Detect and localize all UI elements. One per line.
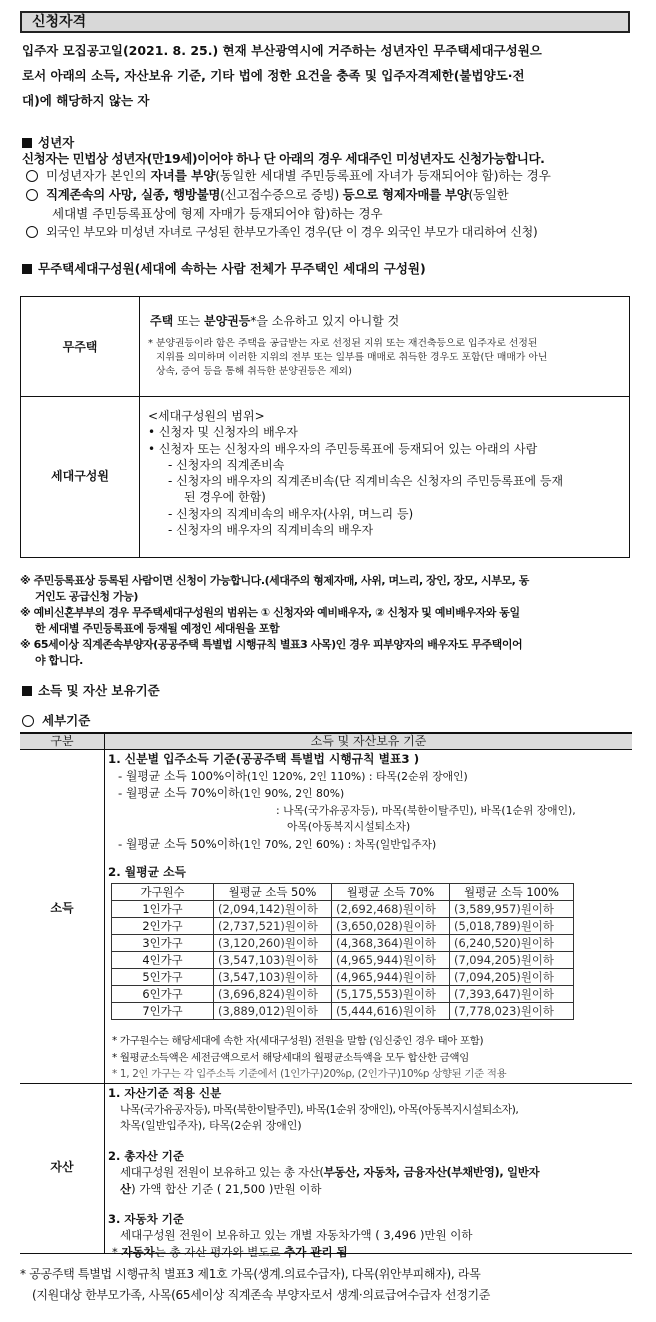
income-value-cell: (4,368,364)원이하 (332, 935, 450, 952)
income-value-cell: (3,547,103)원이하 (214, 969, 332, 986)
asset-criteria: 1. 자산기준 적용 신분 나목(국가유공자등), 마목(북한이탈주민), 바목(1순위 장애인), 아목(아동복지시설퇴소자), 차목(일반입주자), 타목(2순위 장애인) 2. 총자산 기준 세대구성원 전원이 보유하고 있는 총 자산(부동산, 자동차, 금융자산(부채반영), 일반자 산) 가액 합산 기준 ( 21,500 )만원 이하 3. 자동차 기준 세대구성원 전원이 보유하고 있는 개별 자동차가액 ( 3,496 )만원 이하 * 자동차는 총 자산 평가와 별도로 추가 관리 됨 (108, 1086, 540, 1259)
square-bullet-icon (22, 138, 32, 148)
range-line: • 신청자 및 신청자의 배우자 (148, 425, 298, 440)
range-line: • 신청자 또는 신청자의 배우자의 주민등록표에 등재되어 있는 아래의 사람 (148, 441, 538, 456)
income-line: - 월평균 소득 50%이하(1인 70%, 2인 60%) : 차목(일반입주자) (118, 836, 437, 851)
household-size-cell: 1인가구 (112, 901, 214, 918)
adult-item-2-cont: 세대별 주민등록표상에 형제 자매가 등재되어야 함)하는 경우 (52, 206, 383, 221)
no-house-condition: 주택 또는 분양권등*을 소유하고 있지 아니할 것 (150, 314, 400, 328)
range-line: 된 경우에 한함) (184, 490, 266, 505)
table-divider (20, 396, 630, 397)
income-line: - 월평균 소득 70%이하(1인 90%, 2인 80%) (118, 786, 345, 800)
income-label: 소득 (50, 901, 74, 915)
household-size-cell: 7인가구 (112, 1003, 214, 1020)
range-line: <세대구성원의 범위> (148, 409, 265, 423)
income-value-cell: (2,692,468)원이하 (332, 901, 450, 918)
intro-line: 입주자 모집공고일(2021. 8. 25.) 현재 부산광역시에 거주하는 성년자인 무주택세대구성원으 (22, 43, 542, 58)
footer-note: * 공공주택 특별법 시행규칙 별표3 제1호 가목(생계.의료수급자), 다목(위안부피해자), 라목 (지원대상 한부모가족, 사목(65세이상 직계존속 부양자로서 생계·의료급여수급자 선정기준 (20, 1267, 491, 1302)
section-title: 신청자격 (20, 11, 630, 33)
table-divider (104, 734, 105, 1254)
adult-heading: 성년자 (22, 133, 74, 151)
table-row (112, 986, 574, 1003)
table-row (112, 952, 574, 969)
circle-bullet-icon (26, 226, 38, 238)
circle-bullet-icon (26, 189, 38, 201)
square-bullet-icon (22, 686, 32, 696)
income-value-cell: (3,547,103)원이하 (214, 952, 332, 969)
household-size-cell: 4인가구 (112, 952, 214, 969)
household-size-cell: 2인가구 (112, 918, 214, 935)
no-house-note: * 분양권등이라 함은 주택을 공급받는 자로 선정된 지위 또는 재건축등으로 입주자로 선정된 지위를 의미하며 이러한 지위의 전부 또는 일부를 매매로 취득한 경우도 포함(단 매매가 아닌 상속, 증여 등을 통해 취득한 분양권등은 제외) (148, 338, 548, 377)
household-size-cell: 5인가구 (112, 969, 214, 986)
table-row (112, 1003, 574, 1020)
income-line: 아목(아동복지시설퇴소자) (287, 820, 411, 833)
range-line: - 신청자의 배우자의 직계존비속(단 직계비속은 신청자의 주민등록표에 등재 (168, 474, 564, 489)
income-table-header-row (112, 884, 574, 901)
income-value-cell: (3,889,012)원이하 (214, 1003, 332, 1020)
adult-item-2: 직계존속의 사망, 실종, 행방불명(신고접수증으로 증빙) 등으로 형제자매를 부양(동일한 (26, 186, 641, 203)
household-size-cell: 6인가구 (112, 986, 214, 1003)
income-value-cell: (5,175,553)원이하 (332, 986, 450, 1003)
income-value-cell: (4,965,944)원이하 (332, 969, 450, 986)
table-row (112, 969, 574, 986)
table-row (112, 918, 574, 935)
circle-bullet-icon (22, 715, 34, 727)
table-divider (20, 1083, 632, 1084)
income-line: - 월평균 소득 100%이하(1인 120%, 2인 110%) : 타목(2순위 장애인) (118, 768, 468, 783)
intro-line: 대)에 해당하지 않는 자 (22, 93, 150, 108)
income-value-cell: (5,018,789)원이하 (450, 918, 574, 935)
circle-bullet-icon (26, 170, 38, 182)
income-table (111, 883, 574, 1020)
income-value-cell: (7,393,647)원이하 (450, 986, 574, 1003)
income-value-cell: (3,120,260)원이하 (214, 935, 332, 952)
income-table-header: 월평균 소득 70% (332, 884, 450, 901)
income-table-header: 월평균 소득 50% (214, 884, 332, 901)
adult-item-3: 외국인 부모와 미성년 자녀로 구성된 한부모가족인 경우(단 이 경우 외국인 부모가 대리하여 신청) (26, 224, 646, 241)
criteria-sub-heading: 세부기준 (22, 711, 90, 729)
income-line: : 나목(국가유공자등), 마목(북한이탈주민), 바목(1순위 장애인), (276, 803, 576, 817)
range-line: - 신청자의 직계비속의 배우자(사위, 며느리 등) (168, 506, 414, 521)
notes: ※ 주민등록표상 등록된 사람이면 신청이 가능합니다.(세대주의 형제자매, 사위, 며느리, 장인, 장모, 시부모, 동 거인도 공급신청 가능) ※ 예비신혼부부의 경우 무주택세대구성원의 범위는 ① 신청자와 예비배우자, ② 신청자 및 예비배우자와 동일 한 세대별 주민등록표에 등재될 예정인 세대원을 포함 ※ 65세이상 직계존속부양자(공공주택 특별법 시행규칙 별표3 사목)인 경우 피부양자의 배우자도 무주택이어 야 합니다. (20, 574, 529, 667)
income-value-cell: (5,444,616)원이하 (332, 1003, 450, 1020)
income-value-cell: (6,240,520)원이하 (450, 935, 574, 952)
income-value-cell: (2,737,521)원이하 (214, 918, 332, 935)
col-header-category: 구분 (50, 734, 74, 748)
income-table-notes: * 가구원수는 해당세대에 속한 자(세대구성원) 전원을 말함 (임신중인 경우 태아 포함) * 월평균소득액은 세전금액으로서 해당세대의 월평균소득액을 모두 합산한 금액임 * 1, 2인 가구는 각 입주소득 기준에서 (1인가구)20%p, (2인가구)10%p 상향된 기준 적용 (112, 1035, 507, 1080)
adult-item-1: 미성년자가 본인의 자녀를 부양(동일한 세대별 주민등록표에 자녀가 등재되어야 함)하는 경우 (26, 167, 636, 184)
income-table-title: 2. 월평균 소득 (108, 865, 186, 879)
row-label-household-member: 세대구성원 (51, 469, 109, 483)
income-value-cell: (2,094,142)원이하 (214, 901, 332, 918)
income-value-cell: (7,778,023)원이하 (450, 1003, 574, 1020)
income-title: 1. 신분별 입주소득 기준(공공주택 특별법 시행규칙 별표3 ) (108, 752, 420, 766)
criteria-heading: 소득 및 자산 보유기준 (22, 681, 160, 699)
col-header-criteria: 소득 및 자산보유 기준 (310, 734, 427, 748)
asset-label: 자산 (50, 1160, 74, 1174)
income-value-cell: (3,589,957)원이하 (450, 901, 574, 918)
income-value-cell: (3,650,028)원이하 (332, 918, 450, 935)
intro-line: 로서 아래의 소득, 자산보유 기준, 기타 법에 정한 요건을 충족 및 입주자격제한(불법양도·전 (22, 68, 525, 83)
table-row (112, 901, 574, 918)
range-line: - 신청자의 배우자의 직계비속의 배우자 (168, 523, 374, 538)
household-heading: 무주택세대구성원(세대에 속하는 사람 전체가 무주택인 세대의 구성원) (22, 259, 426, 277)
income-criteria (108, 751, 628, 853)
household-size-cell: 3인가구 (112, 935, 214, 952)
intro-paragraph (22, 38, 636, 113)
income-value-cell: (3,696,824)원이하 (214, 986, 332, 1003)
table-divider (139, 296, 140, 558)
household-member-range (148, 408, 626, 538)
square-bullet-icon (22, 264, 32, 274)
income-value-cell: (7,094,205)원이하 (450, 969, 574, 986)
income-value-cell: (7,094,205)원이하 (450, 952, 574, 969)
income-value-cell: (4,965,944)원이하 (332, 952, 450, 969)
income-table-header: 월평균 소득 100% (450, 884, 574, 901)
range-line: - 신청자의 직계존비속 (168, 457, 285, 472)
row-label-no-house: 무주택 (62, 340, 98, 354)
adult-lead: 신청자는 민법상 성년자(만19세)이어야 하나 단 아래의 경우 세대주인 미성년자도 신청가능합니다. (22, 151, 545, 166)
income-table-header: 가구원수 (112, 884, 214, 901)
table-row (112, 935, 574, 952)
